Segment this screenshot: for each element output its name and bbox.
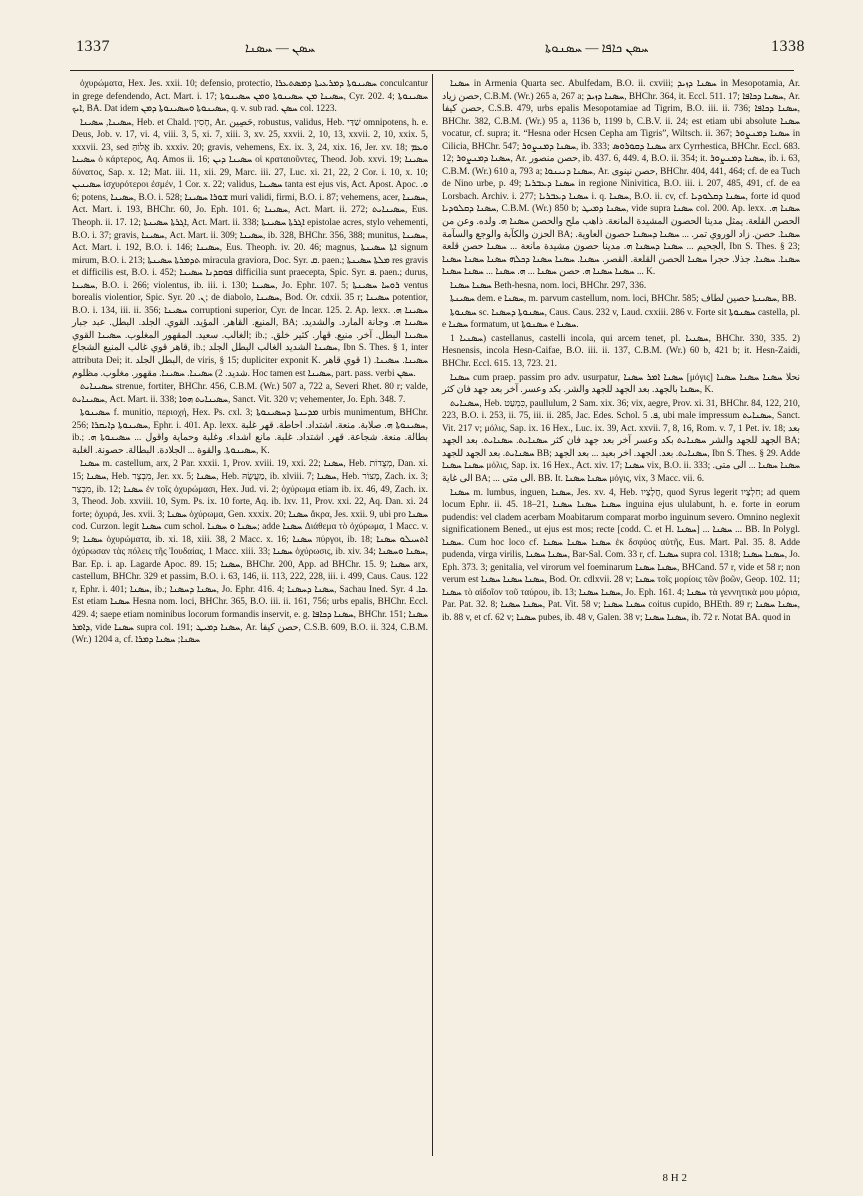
entry-paragraph: ܚܣܢܝܐ 1) castellanus, castelli incola, qui arcem tenet, pl. ܚܣܢܝܐ, BHChr. 330, 335. 2) Hesnensis, incola Hesn-Caifae, B.O. iii. ii. 137, C.B.M. (Wr.) 60 b, 421 b; it. Hesn-Zaidi, BHChr. Eccl. 615. 13, 723. 21. — [442, 333, 800, 370]
page-header — [40, 34, 823, 60]
entry-paragraph: ܚܣܢܘܬܐ sc. ܚܣܢܘܬܐ ܕܚܣܢܐ, Caus. Caus. 232 v, Laud. cxxiii. 286 v. Forte sit ܚܣܢܘܬܐ castella, pl. e ܚܣܢܐ formatum, ut ܚܣܢܘܬܐ e ܚܣܢܐ. — [442, 307, 801, 331]
entry-paragraph: ܚܣܢܐ ܚܣܢܐ Beth-hesna, nom. loci, BHChr. 297, 336. — [450, 280, 647, 291]
entry-paragraph: ὀχυρώματα, Hex. Jes. xxii. 10; defensio, protectio, ܚܣܝܢܘܬܐ ܕܡܪܥܝܬܐ ܕܡܣܬܥܪܐ conculcantur in grege defendendo, Act. Mart. i. 17; ܚܣܝܢܐ ܡܢ ܚܣܝܢܘܬܐ ܘܡܢ ܚܣܝܢܘܬܐ, Cyr. 202. 4; ܚܣܝܢܘܬܐ ܐܝܟ, BA. Dat idem ܚܣܝܢܘܬܐ ܘܚܣܝܢܘܬܐ ܕܡܢ, q. v. sub rad. ܚܣܢ col. 1223. — [72, 79, 428, 115]
left-running-title: ܚܣܢ — ܚܣܢܐ — [245, 40, 316, 55]
right-page-number: 1338 — [771, 38, 805, 55]
entry-paragraph: ܚܣܝܢܬܐ dem. e ܚܣܢܐ, m. parvum castellum, nom. loci, BHChr. 585; ܚܣܝܢܬܐ حصين لطاف, BB. — [450, 294, 797, 305]
left-column — [72, 78, 428, 648]
entry-paragraph: ܚܣܢܐ m. castellum, arx, 2 Par. xxxii. 1, Prov. xviii. 19, xxi. 22; ܚܣܢܐ, Heb. מְצֻדוֹת, Dan. xi. 15; ܚܣܢܐ, Heb. מִבְצָר, Jer. xx. 5; ܚܣܢܐ, Heb. מַעֲשֻׂהּ, ib. xlviii. 7; ܚܣܢܐ, Heb. מָצוֹר, Zach. ix. 3; מִבְצַר, ib. 12; ܚܣܢܐ ἐν τοῖς ὀχυρώμασι, Hex. Jud. vi. 2; ὀχύρωμα etiam ib. ix. 46, 49, Zach. ix. 3, Theod. Job. xxviii. 10, Sym. Ps. ix. 10 forte, Aq. ib. lxv. 11, Prov. xxi. 22, Aq. Dan. xi. 24 forte; ὀχυρά, Jes. xvii. 3; ܚܣܢܐ ὀχύρωμα, Gen. xxxix. 20; ܚܣܢܐ ἄκρα, Jes. xxii. 9, ubi pro ܚܣܢܐ cod. Curzon. legit ܚܣܢܐ cum schol. ܚܣܢܐ ܘ ܚܣܢܐ; adde ܚܣܢܐ Διάθεμα τὸ ὀχύρωμα, 1 Macc. v. 9; ܚܣܢܐ ὀχυρώματα, ib. xi. 18, xiii. 38, 2 Macc. x. 16; ܚܣܢܐ πύργοι, ib. 18; ܐܬܚܝܠܘ ܚܣܢܐ ὀχύρωσαν τὰς πόλεις τῆς Ἰουδαίας, 1 Macc. xiii. 33; ܚܣܢܐ ὀχύρωσις, ib. xiv. 34; ܚܣܢܐ ܘܚܣܢܐ, Bar. Ep. i. ap. Lagarde Apoc. 89. 15; ܚܣܢܐ, BHChr. 200, App. ad BHChr. 15. 9; ܚܣܢܐ arx, castellum, BHChr. 329 et passim, B.O. i. 63, 146, ii. 113, 222, 228, iii. i. 499, Caus. Caus. 122 r, Ephr. i. 401; ܚܣܢܐ, ib.; ܚܣܢܐ ܕܚܣܢܐ, Jo. Ephr. 416. 4; ܚܣܢܐ ܕܚܣܢܐ, Sachau Ined. Syr. ܟܐ. 4. Est etiam ܚܣܢܐ Hesna nom. loci, BHChr. 365, B.O. iii. ii. 161, 756; urbs epalis, BHChr. Eccl. 429. 4; saepe etiam nominibus locorum formandis inservit, e. g. ܚܣܢܐ ܕܟܐܦܐ, BHChr. 151; ܚܣܢܐ ܕܐܡܪ, vide ܚܣܢܐ supra col. 191; ܚܣܢܐ ܕܡܝܛ, Ar. حصن كيفا, C.S.B. 609, B.O. ii. 324, C.B.M. (Wr.) 1204 a, cf. ܚܣܢܐ; ܚܣܢܐ ܕܡܪܐ — [72, 459, 429, 646]
entry-paragraph: ܚܣܢܐ m. lumbus, inguen, ܚܣܢܐ, Jes. xv. 4, Heb. חֲלָצָיו, quod Syrus legerit חִלְצָיו; ad quem locum Ephr. ii. 45. 18–21, ܚܣܢܐ ܚܣܢܐ ܚܣܢܐ inguina ejus ululabunt, h. e. forte in eorum pudendis: vel cladem acerbam Moabitarum comparat morbo inguinum severo. Omnino neglexit significationem Bened., ut ejus est mos; recte [codd. C. et H. ܚܣܢܐ] ... ܚܣܢܐ ... BB. In Polygl. ܚܣܢܐ. Cum hoc loco cf. ܚܣܢܐ ܚܣܢܐ ܚܣܢܐ ἐκ δσφύος αὐτῆς, Eus. Mart. Pal. 35. 8. Adde pudenda, virga virilis, ܚܣܢܐ ܚܣܢܐ, Bar-Sal. Com. 33 r, cf. ܚܣܢܐ supra col. 1318; ܚܣܢܐ ܚܣܢܐ, Jo. Eph. 373. 3; genitalia, vel virorum vel foeminarum ܚܣܢܐ ܚܣܢܐ, BHCand. 57 r, vide et 58 r; non verum est ܚܣܢܐ ܚܣܢܐ ܚܣܢܐ, Bod. Or. cdlxvii. 28 v; ܚܣܢܐ τοῖς μορίοις τῶν βοῶν, Geop. 102. 11; ܚܣܢܐ τὸ αἰδοῖον τοῦ ταύρου, ib. 13; ܚܣܢܐ ܚܣܢܐ, Jo. Eph. 161. 4; ܚܣܢܐ τὰ γεννητικὰ μου μόρια, Par. Pat. 32. 8; ܚܣܢܐ ܚܣܢܐ, Pat. Vit. 58 v; ܚܣܢܐ ܚܣܢܐ coitus cupido, BHEth. 89 r; ܚܣܢܐ ܚܣܢܐ, ib. 88 v, et cf. 62 v; ܚܣܢܐ pubes, ib. 48 v, Galen. 38 v; ܚܣܢܐ ܚܣܢܐ, ib. 72 r. Notat BA. quod in — [442, 487, 800, 623]
entry-paragraph: ܚܣܝܢܐ, ܚܣܝܢܐ, Heb. et Chald. חָסִין, Ar. حَصِين, robustus, validus, Heb. שַׁדַּי omnipotens, h. e. Deus, Job. v. 17, vi. 4, viii. 3, 5, xi. 7, xiii. 3, xv. 25, xxvii. 2, 10, 13, xxvii. 2, 10, xxix. 5, xxxvii. 23, sed אֱלוֹהַּ ib. xxxiv. 20; gravis, vehemens, Ex. ix. 3, 24, xix. 16, Jer. xv. 18; ܘܥܡ ܚܣܝܢܐ ὁ κάρτερος, Aq. Amos ii. 16; ܚܣܝܢܐ ܕܝܢ οἱ κραταιοῦντες, Theod. Job. xxvi. 19; ܚܣܝܢܐ δύνατος, Sap. x. 12; Mat. iii. 11, xii. 29, Marc. iii. 27, Luc. xi. 21, 22, 2 Cor. i. 10, x. 10; ܚܣܝܢܝܢ ἰσχυρότεροι ἐσμέν, 1 Cor. x. 22; validus, ܚܣܝܢܐ tanta est ejus vis, Act. Apost. Apoc. ܘ. 6; potens, ܚܣܝܢܐ, B.O. i. 528; ܫܘܪܐ ܚܣܝܢܐ muri validi, firmi, B.O. i. 87; vehemens, acer, ܚܣܝܢܐ, Act. Mart. i. 193, BHChr. 60, Jo. Eph. 101. 6; ܚܣܝܢܐ, Act. Mart. ii. 272; ܚܣܝܢܐܝܬ, Eus. Theoph. ii. 17. 12; ܐܓܪܬܐ ܚܣܝܢܬܐ, Act. Mart. ii. 338; ܐܓܪܬܐ ܚܣܝܢܬܐ epistolae acres, stylo vehementi, B.O. i. 37; gravis, ܚܣܝܢܐ, Act. Mart. ii. 309; ܚܣܝܢܐ, ib. 328, BHChr. 356, 388; munitus, ܚܣܝܢܐ, Act. Mart. i. 192, B.O. i. 146; ܚܣܝܢܐ, Eus. Theoph. iv. 20. 46; magnus, ܐܬܐ ܚܣܝܢܬܐ signum mirum, B.O. i. 213; ܬܕܡܪܬܐ ܚܣܝܢܬܐ miracula graviora, Doc. Syr. ܩ. paen.; ܡܠܬܐ ܚܣܝܢܬܐ res gravis et difficilis est, B.O. i. 452; ܦܘܩܕܢܐ ܚܣܝܢܐ difficilia sunt praecepta, Spic. Syr. ܦ. paen.; durus, ܚܣܝܢܐ, B.O. i. 266; violentus, ib. iii. i. 130; ܚܣܝܢܐ, Jo. Ephr. 107. 5; ܪܘܚܐ ܚܣܝܢܬܐ ventus borealis violentior, Spic. Syr. ܢ. 20; de diabolo, ܚܣܝܢܐ, Bod. Or. cdxii. 35 r; ܚܣܝܢܐ potentior, B.O. i. 134, iii. ii. 356; ܚܣܝܢܐ corruptioni superior, Cyr. de Incar. 125. 2. Ap. lexx. ܚܣܝܢܐ ܗ. المنيع. القاهر. المؤيد. القوي. الجلد. البطل. عبد جبار, BA; ܚܣܝܢܐ ܗ. وجانة المارد. والشديد. الغالب. سعيد. المقهور المغلوب. ܚܣܝܢܐ القوي; ib.; ܚܣܝܢܐ البطل. آخر. منيع. قهار. كثير خلق. قاهر قوي غالب المنيع الشجاع, ib.; ܚܣܝܢܐ الشديد الغالب البطل الجلد, Ibn S. Thes. § 1, inter attributa Dei; it. البطل الجلد, de viris, § 15; dupliciter exponit K. ܚܣܝܢܐ. ܚܣܝܢܐ. (1 قوي قاهر شديد. 2) ܚܣܝܢܐ. ܚܣܝܢܐ. مقهور. مغلوب. مظلوم. Hoc tamen est ܚܣܝܢܐ, part. pass. verbi ܚܣܢ. — [72, 117, 429, 379]
column-divider — [432, 74, 433, 1156]
entry-paragraph: ܚܣܢܐܝܬ, Heb. כִּמְעַט, paullulum, 2 Sam. xix. 36; vix, aegre, Prov. xi. 31, BHChr. 84, 122, 210, 223, B.O. i. 253, ii. 75, iii. ii. 285, Jac. Edes. Schol. ܦ. 5, ubi male impressum ܚܣܢܐܝܬ, Sanct. Vit. 217 v; μόλις, Sap. ix. 16 Hex., Luc. ix. 39, Act. xxvii. 7, 8, 16, Rom. v. 7, 1 Pet. iv. 18; بعد الجهد للجهد والشر ܚܣܢܐܝܬ بكد وعسر آخر بعد جهد فان كثر ܚܣܢܐܝܬ. ܚܣܢܐܝܬ. بعد الجهد BA; ܚܣܢܐܝܬ. بعد الجهد للجهد BB; ܚܣܢܐܝܬ. بعد. الجهد. اخر بعيد ... بعد الجهد, Ibn S. Thes. § 29. Adde ܚܣܢܐ ܚܣܢܐ μόλις, Sap. ix. 16 Hex., Act. xiv. 17; ܚܣܢܐ vix, B.O. ii. 333; ܚܣܢܐ ܚܣܢܐ ... الى متى. الى غاية BA; ... الى متى. BB. It. ܚܣܢܐ ܚܣܢܐ μόγις, vix, 3 Macc. vii. 6. — [442, 398, 801, 484]
entry-paragraph: ܚܣܝܢܘܬܐ f. munitio, περιοχή, Hex. Ps. cxl. 3; ܡܕܝܢܬܐ ܕܚܣܝܢܘܬܐ urbis munimentum, BHChr. 256; ܚܣܝܢܘܬܐ ܕܐܝܩܪܐ, Ephr. i. 401. Ap. lexx. ܚܣܝܢܘܬܐ ܗ. صلابة. منعة. اشتداد. احاطة. قهر غلبة, ib.; بطالة. منعة. شجاعة. قهر. اشتداد. غلبة. مانع اشداء. وغلبة وحماية واقول ... ܚܣܝܢܘܬܐ ܗ. ܚܣܝܢܘܬܐ. والقوة ... الجلادة. البطالة. حصونة. الغلبة, K. — [72, 408, 429, 456]
printer-signature: 8 H 2 — [662, 1172, 687, 1184]
entry-paragraph: ܚܣܢܐ cum praep. passim pro adv. usurpatur, ܚܣܢܐ ܐܡܪ ܚܣܢܐ [μόγις] نحلا ܚܣܢܐ ܚܣܢܐ ܚܣܢܐ ܚܣܢܐ بالجهد. بعد الجهد للجهد والشر. بكد وعسر. آخر بعد جهد فان كثر, K. — [442, 372, 800, 396]
right-column — [442, 78, 800, 626]
left-page-number: 1337 — [76, 38, 110, 55]
entry-paragraph: ܚܣܝܢܐܝܬ strenue, fortiter, BHChr. 456, C.B.M. (Wr.) 507 a, 722 a, Severi Rhet. 80 r; valde, ܚܣܝܢܐܝܬ, Act. Mart. ii. 338; ܚܣܝܢܐܝܬ ܗܘܐ, Sanct. Vit. 320 v; vehementer, Jo. Eph. 348. 7. — [72, 382, 428, 405]
header-rule — [70, 70, 794, 71]
right-running-title: ܚܣܢ ܟܐܦܐ — ܚܣܢܘܬܐ — [545, 40, 649, 55]
entry-paragraph: ܚܣܢܐ in Armenia Quarta sec. Abulfedam, B.O. ii. cxviii; ܚܣܢܐ ܕܙܝܕ in Mesopotamia, Ar. حصن زياد, C.B.M. (Wr.) 265 a, 267 a; ܚܣܢܐ ܕܙܝܕ, BHChr. 364, it. Eccl. 511. 17; ܚܣܢܐ ܕܟܐܦܐ, Ar. حصن كيفا, C.S.B. 479, urbs epalis Mesopotamiae ad Tigrim, B.O. iii. ii. 736; ܚܣܢܐ ܕܟܐܦܐ, BHChr. 382, C.B.M. (Wr.) 95 a, 1136 b, 1199 b, C.B.V. ii. 24; est etiam ubi absolute ܚܣܢܐ vocatur, cf. supra; it. “Hesna oder Hcsen Cepha am Tigris”, Wiltsch. ii. 367; ܚܣܢܐ ܕܡܢܨܘܪ in Cilicia, BHChr. 547; ܚܣܢܐ ܕܡܢܨܘܪ, ib. 333; ܚܣܢܐ ܕܩܘܪܘܣ arx Cyrrhestica, BHChr. Eccl. 683. 12; ܚܣܢܐ ܕܡܢܨܘܪ, Ar. حصن منصور, ib. 437. 6, 449. 4, B.O. ii. 354; it. ܚܣܢܐ ܕܡܢܨܘܪ, ib. i. 63, C.B.M. (Wr.) 610 a, 793 a; ܚܣܢܐ ܕܢܝܢܘܐ, Ar. حصن نينوى, BHChr. 404, 441, 464; cf. de ea Tuch de Nino urbe, p. 49; ܚܣܢܐ ܕܥܒܪܝܐ in regione Ninivitica, B.O. iii. i. 207, 485, 491, cf. de ea Lorsbach. Archiv. i. 277; ܚܣܢܐ ܕܥܒܪܝܐ i. q. ܚܣܢܐ, B.O. ii. cv, cf. ܚܣܢܐ ܕܩܠܘܕܝܐ, forte id quod ܚܣܢܐ ܕܩܠܘܕܝܐ, C.B.M. (Wr.) 850 b; ܚܣܢܐ ܕܡܝܛ, vide supra ܚܣܢܐ col. 200. Ap. lexx. ܚܣܢܐ ܗ. الحصن القلعة. يمثل مدينا الحصون المشيدة المانعة. ذاهب ملح والحصن ܚܣܢܐ ܗ. ولده. وعن من الحزن والكآبة والوجع والسآمة BA; ܚܣܢܐ. حصن. زاد الوروي تمر. ... ܚܣܢܐ ܕܚܣܢܐ حصون العاوية. الجحيم ... ܚܣܢܐ ܕܚܣܢܐ ܗ. مدينا حصون مشيدة مانعة ... ܚܣܢܐ حصن قلعة, Ibn S. Thes. § 23; ܚܣܢܐ. ܚܣܢܐ. جذلا. حجرا ܚܣܢܐ الحصن القلعة. القصر. ܚܣܢܐ. ܚܣܢܐ ܚܣܢܐ ܕܟܠܗ ܚܣܢܐ ܚܣܢܐ ܚܣܢܐ ܚܣܢܐ ܚܣܢܐ ܗ. حصن ܚܣܢܐ ... ܗ. ܚܣܢܐ ... ܚܣܢܐ ܚܣܢܐ ... K. — [442, 79, 801, 278]
